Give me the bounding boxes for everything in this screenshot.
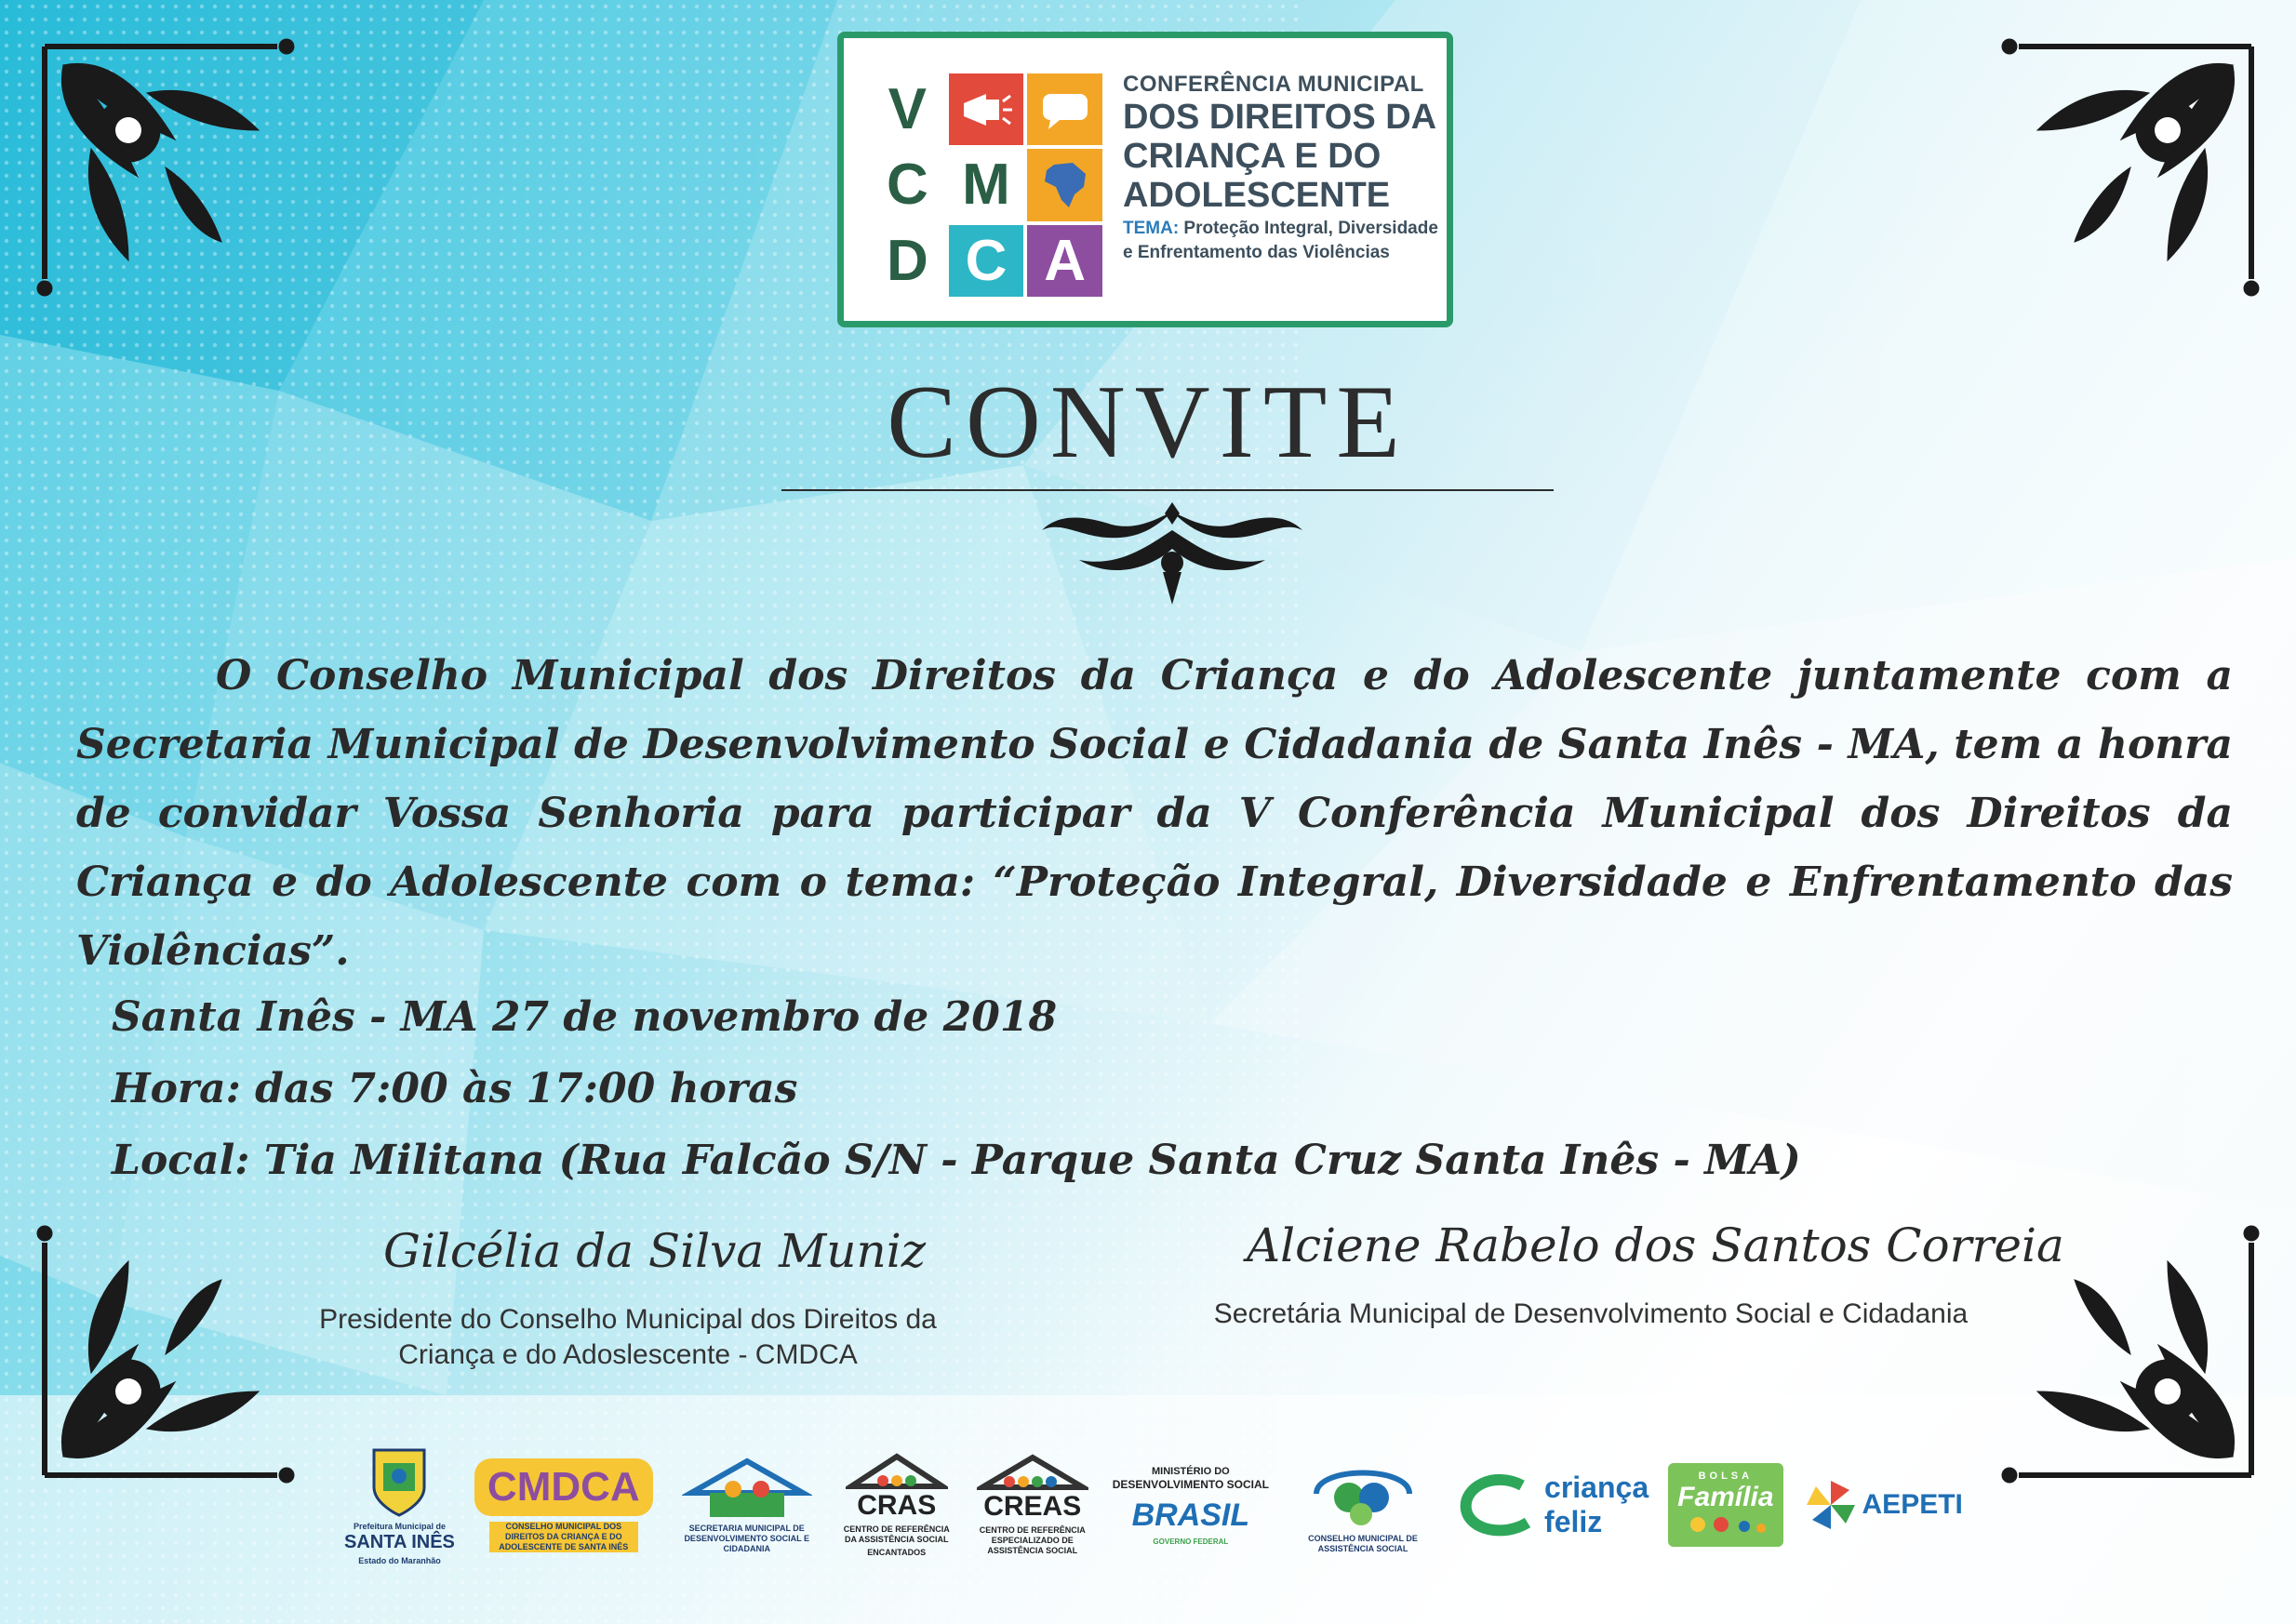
bolsa-familia-logo xyxy=(1668,1463,1782,1547)
cmdca-wordmark: CMDCA xyxy=(474,1458,653,1516)
megaphone-icon xyxy=(949,73,1024,145)
santa-ines-caption-sub: Estado do Maranhão xyxy=(358,1555,441,1565)
mds-logo xyxy=(1113,1464,1269,1547)
creas-caption: CENTRO DE REFERÊNCIA ESPECIALIZADO DE ASSISTÊNCIA SOCIAL xyxy=(979,1525,1086,1555)
signature-president-role-line-2: Criança e do Adoslescente - CMDCA xyxy=(398,1339,858,1370)
signature-secretary-role: Secretária Municipal de Desenvolvimento Social e Cidadania xyxy=(1213,1298,1969,1329)
cmdca-caption: CONSELHO MUNICIPAL DOS DIREITOS DA CRIANÇA E DO ADOLESCENTE DE SANTA INÊS xyxy=(489,1522,638,1552)
event-details xyxy=(112,981,1801,1196)
family-figures-icon xyxy=(1679,1513,1772,1541)
logo-line-3: CRIANÇA E DO xyxy=(1123,137,1382,176)
signature-president-role xyxy=(270,1302,986,1373)
santa-ines-logo xyxy=(344,1444,455,1566)
page-title: CONVITE xyxy=(887,365,1409,480)
event-time: Hora: das 7:00 às 17:00 horas xyxy=(112,1065,798,1112)
aepeti-logo xyxy=(1803,1477,1963,1533)
semdesc-logo xyxy=(673,1456,821,1554)
cras-logo xyxy=(841,1453,953,1558)
logo-tile-c2: C xyxy=(949,225,1024,297)
logo-line-1: CONFERÊNCIA MUNICIPAL xyxy=(1123,72,1424,97)
logo-tile-d: D xyxy=(870,225,945,297)
cras-caption-2: ENCANTADOS xyxy=(867,1547,927,1557)
conference-logo xyxy=(837,32,1453,327)
cmas-logo xyxy=(1288,1457,1437,1554)
pinwheel-icon xyxy=(1803,1477,1859,1533)
cras-caption: CENTRO DE REFERÊNCIA DA ASSISTÊNCIA SOCIAL xyxy=(843,1524,950,1544)
crianca-feliz-word-2: feliz xyxy=(1544,1505,1603,1538)
signature-secretary: Alciene Rabelo dos Santos Correia xyxy=(1247,1218,2064,1272)
santa-ines-caption-top: Prefeitura Municipal de xyxy=(353,1521,446,1531)
logo-line-2: DOS DIREITOS DA xyxy=(1123,98,1437,137)
people-circle-icon xyxy=(1298,1457,1428,1531)
signature-president: Gilcélia da Silva Muniz xyxy=(383,1224,927,1278)
logo-tile-a: A xyxy=(1027,225,1102,297)
signature-president-role-line-1: Presidente do Conselho Municipal dos Direitos da xyxy=(319,1304,937,1335)
bolsa-familia-caption-top: BOLSA xyxy=(1698,1471,1754,1482)
mds-caption-top: MINISTÉRIO DO xyxy=(1152,1465,1230,1477)
logo-line-4: ADOLESCENTE xyxy=(1123,176,1391,215)
semdesc-caption: SECRETARIA MUNICIPAL DE DESENVOLVIMENTO SOCIAL E CIDADANIA xyxy=(684,1524,809,1553)
logo-tile-v: V xyxy=(870,73,945,145)
corner-ornament-top-right xyxy=(1982,37,2261,316)
logo-text xyxy=(1123,72,1439,263)
cmdca-logo xyxy=(474,1458,653,1552)
creas-logo xyxy=(972,1454,1093,1556)
logo-tile-c: C xyxy=(870,149,945,220)
cmas-caption: CONSELHO MUNICIPAL DE ASSISTÊNCIA SOCIAL xyxy=(1308,1533,1418,1553)
brazil-map-icon xyxy=(1027,149,1102,220)
santa-ines-caption: SANTA INÊS xyxy=(344,1531,455,1552)
aepeti-wordmark: AEPETI xyxy=(1862,1489,1963,1520)
partner-logos xyxy=(344,1440,1963,1570)
logo-theme-line-1 xyxy=(1123,219,1439,239)
crianca-feliz-logo xyxy=(1457,1471,1649,1539)
corner-ornament-top-left xyxy=(35,37,314,316)
house-roof-icon xyxy=(846,1453,948,1490)
house-roof-icon xyxy=(977,1454,1088,1491)
crianca-feliz-c-icon xyxy=(1457,1472,1541,1537)
bolsa-familia-wordmark: Família xyxy=(1677,1482,1774,1512)
title-divider xyxy=(781,489,1554,491)
logo-theme-label: TEMA: xyxy=(1123,219,1180,238)
mds-caption-mid: DESENVOLVIMENTO SOCIAL xyxy=(1112,1477,1269,1491)
crianca-feliz-word-1: criança xyxy=(1544,1471,1649,1504)
logo-theme-text-1: Proteção Integral, Diversidade xyxy=(1179,219,1438,238)
logo-theme-line-2: e Enfrentamento das Violências xyxy=(1123,243,1390,262)
logo-tile-grid xyxy=(870,73,1102,297)
crianca-feliz-text xyxy=(1544,1471,1649,1539)
mds-wordmark: BRASIL xyxy=(1131,1497,1250,1533)
event-date: Santa Inês - MA 27 de novembro de 2018 xyxy=(112,993,1058,1041)
flourish-ornament-icon xyxy=(1023,493,1321,609)
creas-wordmark: CREAS xyxy=(983,1491,1082,1522)
mds-caption-sub: GOVERNO FEDERAL xyxy=(1153,1537,1229,1546)
event-location: Local: Tia Militana (Rua Falcão S/N - Parque Santa Cruz Santa Inês - MA) xyxy=(112,1137,1801,1184)
house-family-icon xyxy=(682,1456,812,1521)
coat-of-arms-icon xyxy=(367,1444,432,1519)
logo-tile-m: M xyxy=(949,149,1024,220)
cras-wordmark: CRAS xyxy=(857,1489,937,1521)
invitation-body: O Conselho Municipal dos Direitos da Criança e do Adolescente juntamente com a Secretaria Municipal de Desenvolvimento Social e Cidadania de Santa Inês - MA, tem a honra de convidar Vossa Senhoria para participar da V Conferência Municipal dos Direitos da Criança e do Adolescente com o tema: “Proteção Integral, Diversidade e Enfrentamento das Violências”. xyxy=(76,652,2233,975)
speech-bubble-icon xyxy=(1027,73,1102,145)
